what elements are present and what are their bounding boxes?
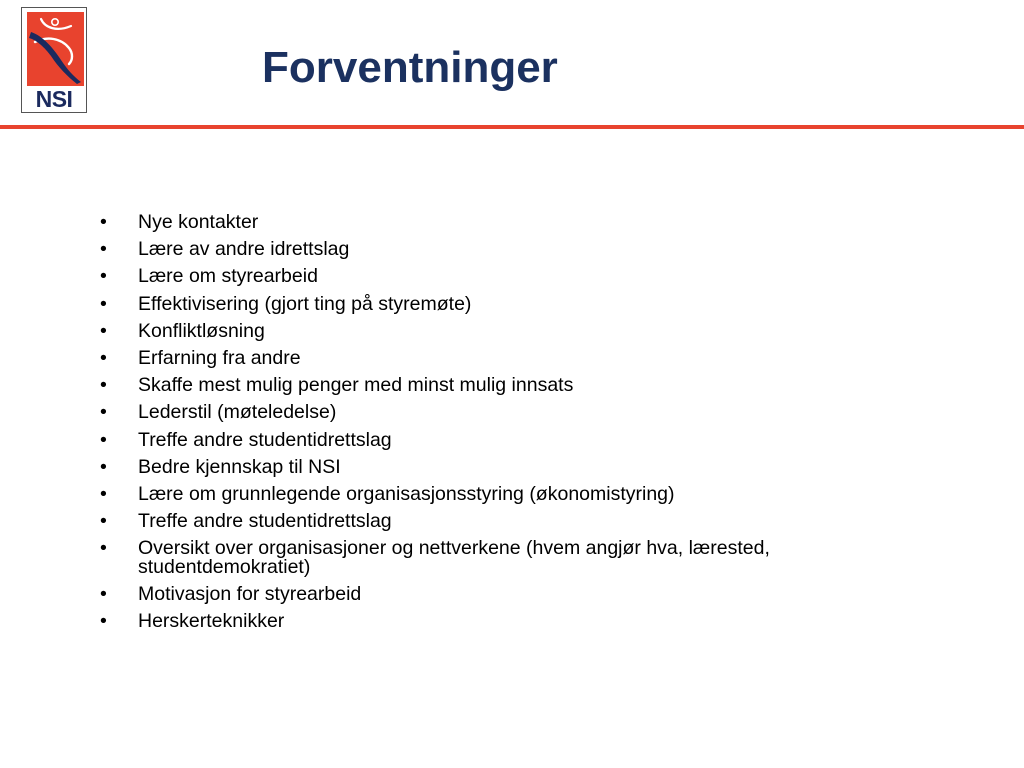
list-item-text: Lære om styrearbeid	[138, 265, 318, 288]
list-item-text: Lederstil (møteledelse)	[138, 401, 337, 424]
bullet-icon: •	[100, 319, 107, 342]
bullet-icon: •	[100, 265, 107, 288]
logo-athlete-icon	[27, 12, 84, 86]
list-item	[0, 539, 918, 576]
bullet-icon: •	[100, 374, 107, 397]
bullet-icon: •	[100, 482, 107, 505]
list-item	[0, 612, 918, 631]
list-item	[0, 455, 918, 478]
list-item	[0, 512, 918, 531]
list-item	[0, 240, 918, 259]
list-item-text: Konfliktløsning	[138, 319, 265, 342]
list-item	[0, 346, 918, 369]
nsi-logo	[21, 7, 87, 113]
list-item	[0, 582, 918, 605]
list-item	[0, 319, 918, 342]
list-item-text: Bedre kjennskap til NSI	[138, 455, 341, 478]
bullet-icon: •	[100, 582, 107, 605]
list-item	[0, 428, 918, 451]
list-item-text: Motivasjon for styrearbeid	[138, 582, 362, 605]
list-item-text: Nye kontakter	[138, 211, 259, 233]
bullet-icon: •	[100, 211, 107, 233]
list-item-text: Skaffe mest mulig penger med minst mulig innsats	[138, 374, 574, 397]
list-item	[0, 292, 918, 315]
bullet-icon: •	[100, 610, 107, 633]
list-item	[0, 376, 918, 395]
bullet-icon: •	[100, 455, 107, 478]
bullet-icon: •	[100, 510, 107, 533]
list-item	[0, 213, 918, 232]
bullet-icon: •	[100, 428, 107, 451]
header-divider	[0, 125, 1024, 129]
bullet-icon: •	[100, 537, 107, 560]
list-item	[0, 267, 918, 286]
list-item	[0, 482, 918, 505]
list-item-text: Herskerteknikker	[138, 610, 285, 633]
list-item-text: Effektivisering (gjort ting på styremøte)	[138, 292, 472, 315]
list-item-text: Treffe andre studentidrettslag	[138, 510, 392, 533]
list-item-text: Oversikt over organisasjoner og nettverkene (hvem angjør hva, lærested, studentdemokratiet)	[138, 537, 770, 578]
list-item-text: Erfarning fra andre	[138, 346, 301, 369]
bullet-icon: •	[100, 238, 107, 261]
list-item	[0, 403, 918, 422]
bullet-icon: •	[100, 346, 107, 369]
bullet-icon: •	[100, 401, 107, 424]
slide-title: Forventninger	[262, 43, 558, 92]
bullet-list	[0, 213, 918, 639]
list-item-text: Treffe andre studentidrettslag	[138, 428, 392, 451]
list-item-text: Lære av andre idrettslag	[138, 238, 350, 261]
list-item-text: Lære om grunnlegende organisasjonsstyring (økonomistyring)	[138, 482, 675, 505]
bullet-icon: •	[100, 292, 107, 315]
logo-text: NSI	[35, 86, 73, 112]
